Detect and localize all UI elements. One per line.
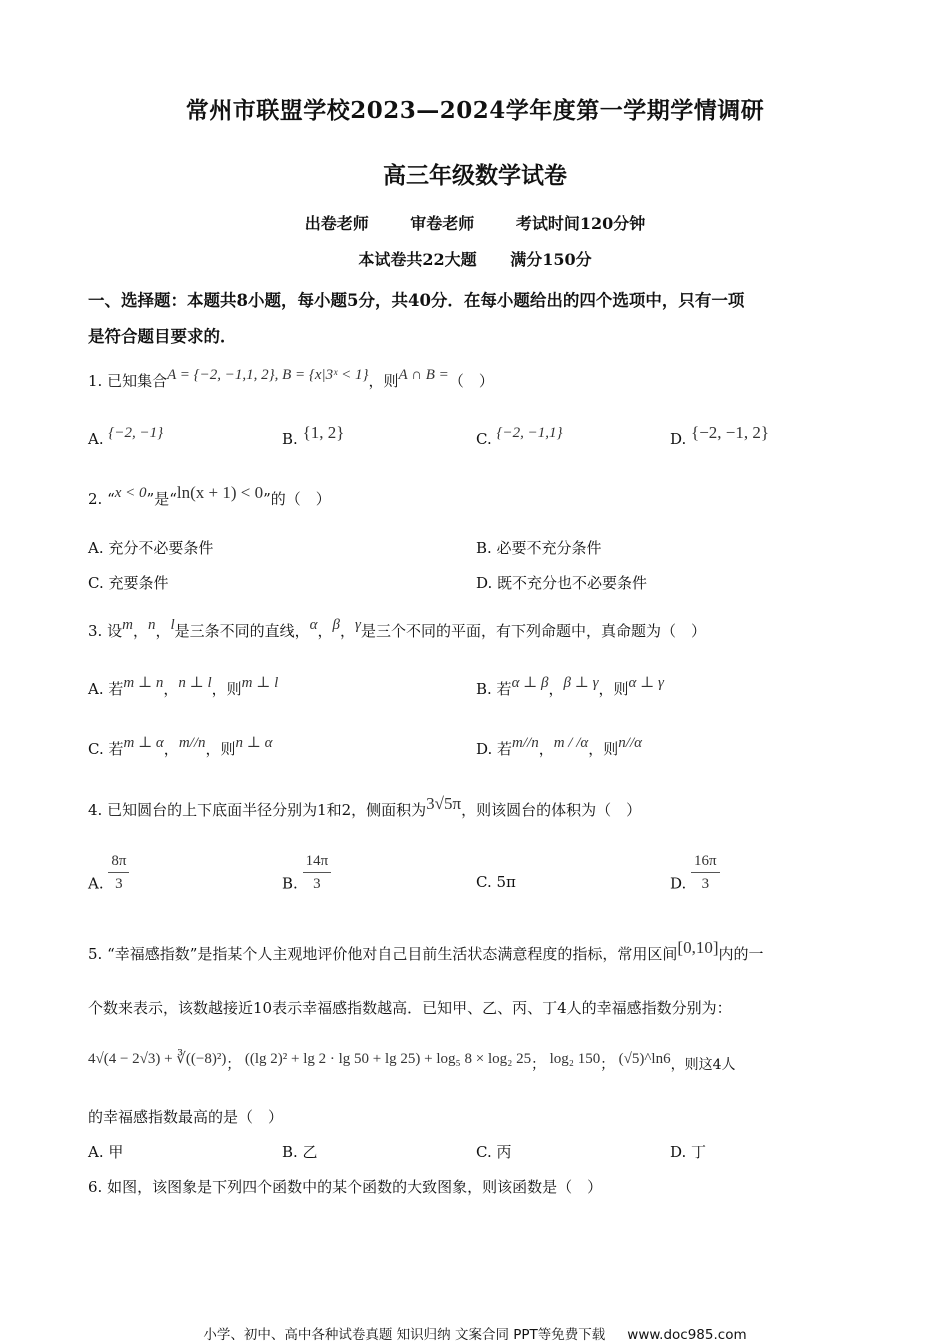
separator: ；	[226, 1057, 241, 1073]
question-count: 本试卷共22大题	[358, 250, 477, 269]
q3-l: l	[170, 617, 175, 633]
numerator: 16π	[691, 850, 720, 873]
fraction	[303, 850, 332, 895]
q2-suffix: ”的（ ）	[263, 490, 331, 508]
q2-option-a: A. 充分不必要条件	[88, 539, 214, 557]
option-label: C. 若	[88, 740, 124, 758]
footer-text: 小学、初中、高中各种试卷真题 知识归纳 文案合同 PPT等免费下载	[203, 1327, 606, 1343]
q5-text-end: 内的一	[718, 945, 764, 963]
option-math: {−2, −1,1}	[496, 425, 563, 441]
q4-prefix: 4. 已知圆台的上下底面半径分别为1和2，侧面积为	[88, 801, 427, 819]
q2-prefix: 2. “	[88, 490, 115, 508]
question-4	[88, 794, 868, 821]
q1-prefix: 1. 已知集合	[88, 372, 168, 390]
reviewer-label: 审卷老师	[410, 214, 475, 233]
expr-jia: 4√(4 − 2√3) + ∛((−8)²)	[88, 1051, 227, 1067]
then: ，则	[211, 680, 242, 698]
question-6: 6. 如图，该图象是下列四个函数中的某个函数的大致图象，则该函数是（ ）	[88, 1178, 603, 1196]
full-score: 满分150分	[510, 250, 592, 269]
q5-option-b: B. 乙	[282, 1143, 318, 1161]
section-line1: 一、选择题：本题共8小题，每小题5分，共40分．在每小题给出的四个选项中，只有一项	[88, 291, 745, 310]
q4-option-b	[282, 850, 331, 895]
separator: ；	[531, 1057, 546, 1073]
expr-yi: ((lg 2)² + lg 2 · lg 50 + lg 25) + log₅ 8 × log₂ 25	[244, 1051, 532, 1067]
option-label: A.	[88, 874, 104, 893]
q3-mid: 是三条不同的直线，	[174, 622, 310, 640]
q4-lateral-area: 3√5π	[426, 794, 462, 813]
option-label: D.	[670, 430, 687, 448]
q1-intersection: A ∩ B =	[398, 367, 449, 383]
expr-ding: (√5)^ln6	[618, 1051, 671, 1067]
option-math: {1, 2}	[302, 423, 345, 442]
option-math: m / /α	[553, 735, 589, 751]
denominator: 3	[313, 876, 321, 892]
q3-gamma: γ	[355, 617, 361, 633]
question-2	[88, 483, 868, 511]
comma: ，	[538, 740, 554, 758]
q1-option-a	[88, 425, 164, 451]
exam-title: 常州市联盟学校2023—2024学年度第一学期学情调研	[185, 97, 765, 124]
q1-option-c	[476, 425, 563, 451]
question-3: 3. 设m，n，l是三条不同的直线，α，β，γ是三个不同的平面，有下列命题中，真命题为（ ）	[88, 617, 706, 640]
q5-option-c: C. 丙	[476, 1143, 512, 1161]
expr-bing: log₂ 150	[549, 1051, 601, 1067]
exam-meta-line2	[0, 247, 950, 270]
option-label: B. 若	[476, 680, 512, 698]
option-math: m ⊥ n	[123, 675, 164, 691]
comma: ，	[548, 680, 564, 698]
q4-suffix: ，则该圆台的体积为（ ）	[461, 801, 642, 819]
q4-option-d	[670, 850, 720, 895]
q5-text: 5. “幸福感指数”是指某个人主观地评价他对自己目前生活状态满意程度的指标，常用区间	[88, 945, 678, 963]
q3-beta: β	[332, 617, 341, 633]
then: ，则	[205, 740, 236, 758]
numerator: 14π	[303, 850, 332, 873]
q3-m: m	[122, 617, 133, 633]
option-math: α ⊥ β	[511, 675, 549, 691]
option-math: β ⊥ γ	[563, 675, 599, 691]
question-5-line2: 个数来表示，该数越接近10表示幸福感指数越高．已知甲、乙、丙、丁4人的幸福感指数分别为：	[88, 999, 732, 1017]
question-5-expressions	[88, 1051, 868, 1076]
option-label: D.	[670, 874, 687, 893]
time-label: 考试时间120分钟	[515, 214, 646, 233]
q1-option-d	[670, 423, 770, 450]
q2-condition-1: x < 0	[114, 485, 147, 501]
option-math: α ⊥ γ	[628, 675, 664, 691]
q2-condition-2: ln(x + 1) < 0	[176, 483, 264, 502]
q3-n: n	[147, 617, 156, 633]
q4-option-c: C. 5π	[476, 873, 516, 891]
option-label: B.	[282, 430, 298, 448]
fraction	[108, 850, 129, 895]
option-math: n ⊥ l	[178, 675, 212, 691]
then: ，则	[598, 680, 629, 698]
q2-option-b: B. 必要不充分条件	[476, 539, 602, 557]
q3-option-c	[88, 735, 273, 761]
denominator: 3	[701, 876, 710, 892]
q2-option-d: D. 既不充分也不必要条件	[476, 574, 648, 592]
q3-option-a	[88, 675, 279, 701]
section-line2: 是符合题目要求的．	[88, 327, 237, 346]
q4-option-a	[88, 850, 129, 895]
option-label: D. 若	[476, 740, 513, 758]
comma: ，	[163, 740, 179, 758]
q1-option-b	[282, 423, 345, 450]
q2-mid: ”是“	[146, 490, 177, 508]
option-math: m ⊥ l	[241, 675, 279, 691]
comma: ，	[163, 680, 179, 698]
q1-mid: ，则	[368, 372, 399, 390]
fraction	[691, 850, 720, 895]
page-footer	[0, 1323, 950, 1343]
then: ，则	[588, 740, 619, 758]
q2-option-c: C. 充要条件	[88, 574, 169, 592]
q3-option-d	[476, 735, 642, 761]
q3-option-b	[476, 675, 664, 701]
option-label: A. 若	[88, 680, 124, 698]
q1-suffix: （ ）	[448, 372, 494, 390]
q3-prefix: 3. 设	[88, 622, 123, 640]
section-heading	[88, 283, 868, 355]
q1-sets: A = {−2, −1,1, 2}, B = {x|3ˣ < 1}	[167, 367, 369, 383]
option-math: m//n	[512, 735, 539, 751]
denominator: 3	[115, 876, 123, 892]
question-5-line1	[88, 938, 868, 965]
setter-label: 出卷老师	[304, 214, 369, 233]
option-math: m ⊥ α	[123, 735, 164, 751]
exam-subtitle: 高三年级数学试卷	[383, 162, 567, 189]
option-math: {−2, −1}	[108, 425, 164, 441]
q3-alpha: α	[309, 617, 318, 633]
option-label: C.	[476, 430, 492, 448]
q5-interval: [0,10]	[677, 938, 719, 957]
option-math: m//n	[178, 735, 206, 751]
q3-suffix: 是三个不同的平面，有下列命题中，真命题为（ ）	[360, 622, 706, 640]
option-math: n//α	[618, 735, 642, 751]
q5-option-a: A. 甲	[88, 1143, 124, 1161]
q5-tail: ，则这4人	[670, 1057, 736, 1073]
question-1	[88, 367, 868, 393]
option-math: n ⊥ α	[235, 735, 273, 751]
separator: ；	[600, 1057, 615, 1073]
option-math: {−2, −1, 2}	[691, 423, 770, 442]
footer-site[interactable]: www.doc985.com	[627, 1327, 747, 1343]
option-label: A.	[88, 430, 104, 448]
question-5-line4: 的幸福感指数最高的是（ ）	[88, 1108, 284, 1126]
q5-option-d: D. 丁	[670, 1143, 707, 1161]
exam-meta-line1	[0, 211, 950, 234]
numerator: 8π	[108, 850, 129, 873]
option-label: B.	[282, 874, 298, 893]
